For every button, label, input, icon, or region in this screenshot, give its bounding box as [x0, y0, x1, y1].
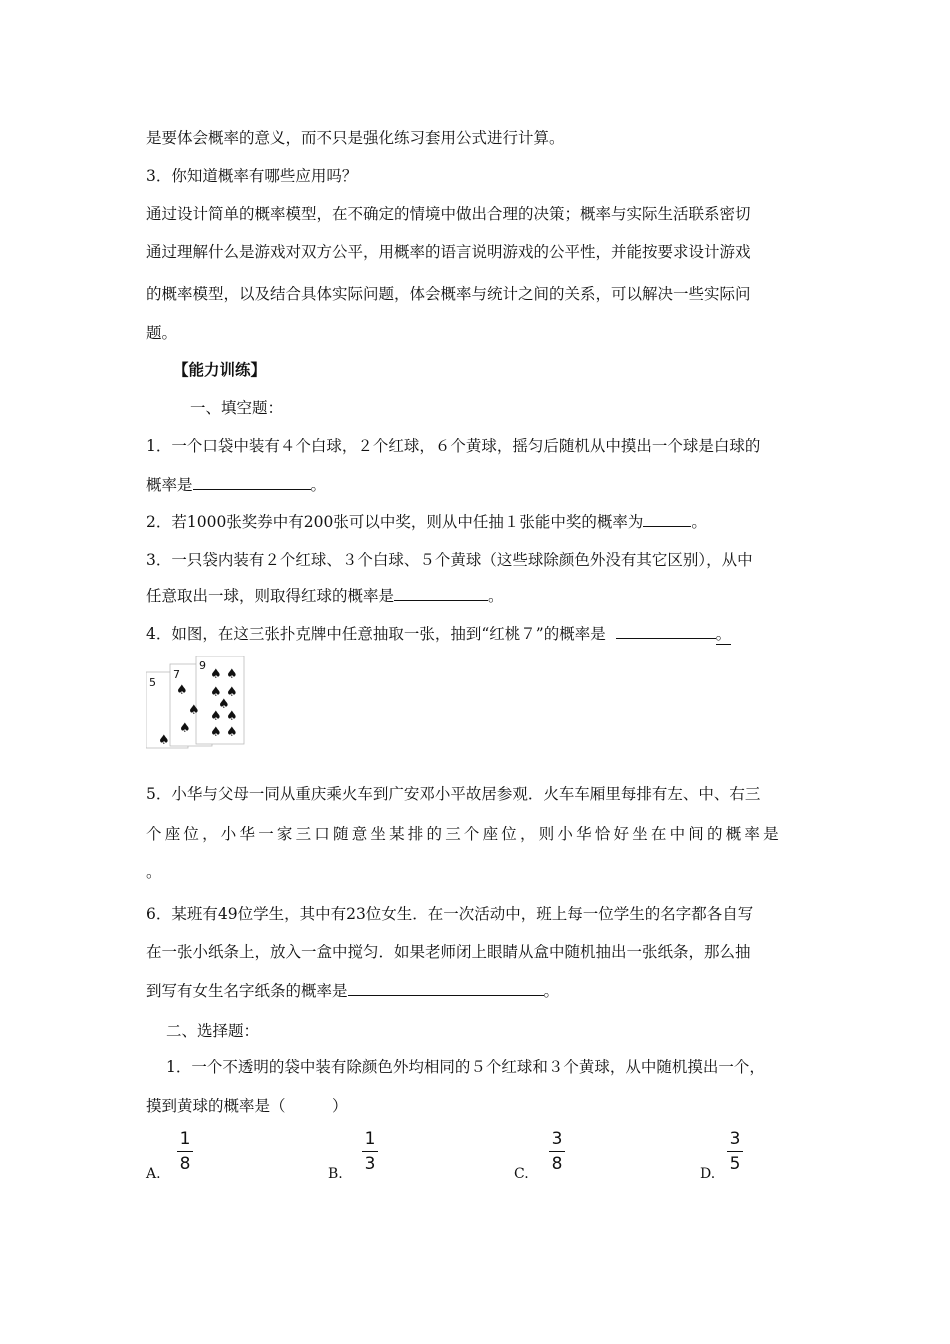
period: 。 [310, 476, 327, 494]
card-five-rank: 5 [149, 676, 156, 689]
svg-text:♠: ♠ [176, 683, 188, 698]
svg-text:♠: ♠ [158, 733, 170, 748]
numerator: 3 [729, 1129, 741, 1149]
fill-q5-line-2: 个座位，小华一家三口随意坐某排的三个座位，则小华恰好坐在中间的概率是 [146, 825, 782, 843]
option-label: A. [146, 1166, 161, 1182]
fill-q6-line-1: 6．某班有49位学生，其中有23位女生．在一次活动中，班上每一位学生的名字都各自写 [146, 905, 754, 923]
option-label: C. [514, 1166, 529, 1182]
choice-heading: 二、选择题： [166, 1022, 260, 1040]
fill-q1-line-2 [146, 475, 326, 495]
svg-text:♠: ♠ [226, 709, 238, 724]
playing-cards-image [146, 656, 246, 751]
fill-q6-line-3 [146, 981, 559, 1001]
svg-text:♠: ♠ [210, 709, 222, 724]
svg-text:♠: ♠ [226, 685, 238, 700]
option-c[interactable] [514, 1128, 574, 1188]
intro-line-6: 题。 [146, 324, 178, 342]
svg-text:♠: ♠ [179, 721, 191, 736]
option-a[interactable] [146, 1128, 206, 1188]
training-heading: 【能力训练】 [173, 360, 267, 379]
svg-text:♠: ♠ [226, 725, 238, 740]
period: 。 [488, 587, 504, 605]
answer-blank[interactable] [643, 512, 691, 527]
fraction [174, 1128, 196, 1175]
fill-q3-line-1: 3．一只袋内装有２个红球、３个白球、５个黄球（这些球除颜色外没有其它区别），从中 [146, 551, 753, 569]
fraction [546, 1128, 568, 1175]
svg-text:♠: ♠ [218, 697, 230, 712]
card-seven-rank: 7 [173, 668, 180, 681]
intro-line-1: 是要体会概率的意义，而不只是强化练习套用公式进行计算。 [146, 129, 565, 147]
fill-q1-text: 概率是 [146, 476, 193, 494]
question-3: 3．你知道概率有哪些应用吗？ [146, 167, 358, 185]
fill-q3-line-2 [146, 586, 504, 606]
period: 。 [691, 513, 707, 531]
denominator: 8 [551, 1154, 563, 1174]
intro-line-3: 通过设计简单的概率模型，在不确定的情境中做出合理的决策；概率与实际生活联系密切 [146, 205, 751, 223]
fill-q4 [146, 624, 731, 645]
denominator: 8 [179, 1154, 191, 1174]
card-nine-rank: 9 [199, 659, 206, 672]
intro-line-5: 的概率模型，以及结合具体实际问题，体会概率与统计之间的关系，可以解决一些实际问 [146, 285, 751, 303]
svg-text:♠: ♠ [226, 667, 238, 682]
numerator: 3 [551, 1129, 563, 1149]
answer-blank[interactable] [193, 475, 311, 490]
numerator: 1 [364, 1129, 376, 1149]
option-label: D. [700, 1166, 716, 1182]
choice-q1-line-2: 摸到黄球的概率是（ ） [146, 1097, 348, 1115]
answer-blank[interactable] [616, 624, 716, 639]
fill-q2-text: 2．若1000张奖券中有200张可以中奖，则从中任抽１张能中奖的概率为 [146, 513, 644, 531]
fraction [359, 1128, 381, 1175]
fill-q1-line-1: 1．一个口袋中装有４个白球，２个红球，６个黄球，摇匀后随机从中摸出一个球是白球的 [146, 437, 761, 455]
fill-q6-line-2: 在一张小纸条上，放入一盒中搅匀．如果老师闭上眼睛从盒中随机抽出一张纸条，那么抽 [146, 943, 751, 961]
fraction [724, 1128, 746, 1175]
answer-blank[interactable] [348, 981, 544, 996]
fill-q5-line-3: 。 [146, 863, 162, 881]
fill-q5-line-1: 5．小华与父母一同从重庆乘火车到广安邓小平故居参观．火车车厢里每排有左、中、右三 [146, 785, 761, 803]
fill-q4-text: 4．如图，在这三张扑克牌中任意抽取一张，抽到“红桃７”的概率是 [146, 625, 606, 643]
playing-cards-figure [146, 656, 246, 751]
svg-text:♠: ♠ [210, 667, 222, 682]
fill-q6-text: 到写有女生名字纸条的概率是 [146, 982, 348, 1000]
svg-text:♠: ♠ [210, 725, 222, 740]
denominator: 5 [729, 1154, 741, 1174]
option-label: B. [328, 1166, 343, 1182]
option-b[interactable] [328, 1128, 388, 1188]
answer-blank[interactable] [394, 586, 488, 601]
intro-line-4: 通过理解什么是游戏对双方公平，用概率的语言说明游戏的公平性，并能按要求设计游戏 [146, 243, 751, 261]
option-d[interactable] [700, 1128, 760, 1188]
svg-text:♠: ♠ [210, 685, 222, 700]
fill-blank-heading: 一、填空题： [190, 399, 284, 417]
choice-q1-line-1: 1．一个不透明的袋中装有除颜色外均相同的５个红球和３个黄球，从中随机摸出一个， [166, 1058, 765, 1076]
fill-q2 [146, 512, 707, 532]
fill-q3-text: 任意取出一球，则取得红球的概率是 [146, 587, 395, 605]
svg-text:♠: ♠ [188, 703, 200, 718]
numerator: 1 [179, 1129, 191, 1149]
denominator: 3 [364, 1154, 376, 1174]
period: 。 [543, 982, 560, 1000]
period: 。 [715, 625, 732, 643]
